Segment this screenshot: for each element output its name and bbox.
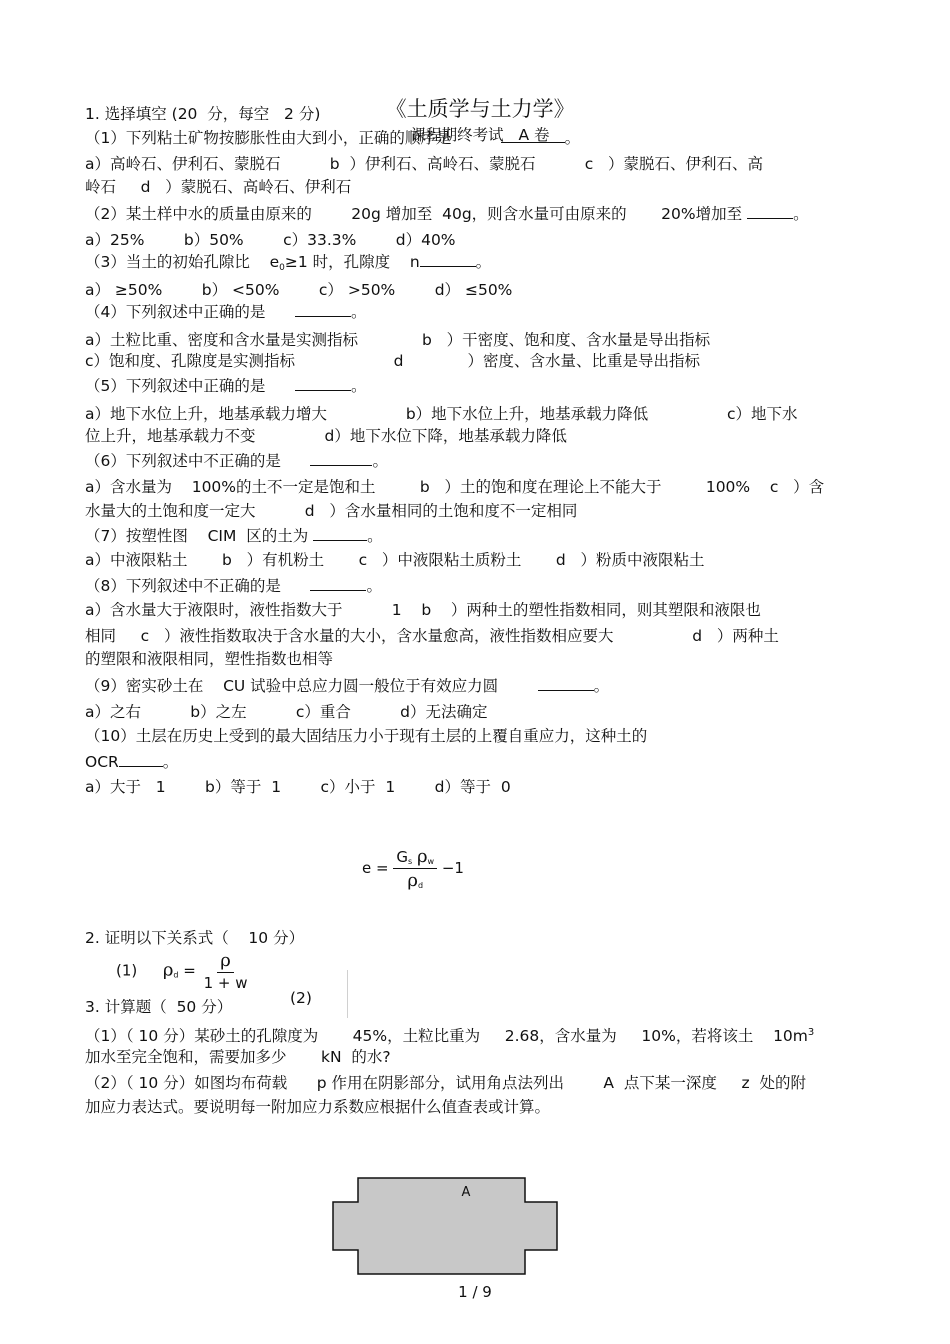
calc-q1-line2: 加水至完全饱和，需要加多少 kN 的水? — [85, 1048, 391, 1066]
void-ratio-formula — [362, 846, 464, 891]
q6-stem: （6）下列叙述中不正确的是 。 — [85, 452, 388, 470]
density-fraction: $\frac{\rho}{1 + w}$ — [203, 950, 248, 992]
point-a-label: A — [461, 1185, 471, 1200]
q4-stem: （4）下列叙述中正确的是 。 — [85, 303, 367, 321]
separator-line — [347, 970, 348, 1018]
q10-stem: （10）土层在历史上受到的最大固结压力小于现有土层的上覆自重应力，这种土的 — [85, 727, 648, 745]
answer-blank — [310, 576, 366, 591]
q3-options: a） ≥50% b） <50% c） >50% d） ≤50% — [85, 281, 513, 299]
formula-fraction — [393, 846, 437, 891]
q1-stem: （1）下列粘土矿物按膨胀性由大到小，正确的顺序是 。 — [85, 129, 581, 147]
formula-lhs: e = — [362, 859, 389, 877]
section1-heading: 1. 选择填空 (20 分，每空 2 分) — [85, 105, 321, 123]
answer-blank — [119, 752, 163, 767]
calc-q1-line1: （1）（ 10 分）某砂土的孔隙度为 45%，土粒比重为 2.68，含水量为 10%，若将该土 $10m^3$ — [85, 1027, 815, 1046]
answer-blank — [501, 128, 565, 143]
answer-blank — [295, 302, 351, 317]
q9-options: a）之右 b）之左 c）重合 d）无法确定 — [85, 703, 488, 721]
q6-options-a: a）含水量为 100%的土不一定是饱和土 b ）土的饱和度在理论上不能大于 100% c ）含 — [85, 478, 825, 496]
calc-q2-line2: 加应力表达式。要说明每一附加应力系数应根据什么值查表或计算。 — [85, 1098, 551, 1116]
formula-denominator: ρd — [407, 870, 424, 891]
section2-heading: 2. 证明以下关系式（ 10 分） — [85, 929, 305, 947]
q1-options-b: 岭石 d ）蒙脱石、高岭石、伊利石 — [85, 178, 352, 196]
item-1-label: (1) — [116, 961, 138, 980]
shaded-load-area — [333, 1178, 557, 1274]
load-area-figure — [325, 1172, 565, 1282]
q6-options-b: 水量大的土饱和度一定大 d ）含水量相同的土饱和度不一定相同 — [85, 502, 578, 520]
formula-rhs: −1 — [441, 859, 464, 877]
q10-options: a）大于 1 b）等于 1 c）小于 1 d）等于 0 — [85, 778, 511, 796]
answer-blank — [313, 526, 367, 541]
q4-options-a: a）土粒比重、密度和含水量是实测指标 b ）干密度、饱和度、含水量是导出指标 — [85, 331, 711, 349]
proof-formula-1: (1) ρd = $\frac{\rho}{1 + w}$ — [116, 950, 251, 992]
q2-stem: （2）某土样中水的质量由原来的 20g 增加至 40g，则含水量可由原来的 20%增加至 。 — [85, 205, 809, 223]
course-name: 《土质学与土力学》 — [385, 97, 575, 121]
answer-blank — [295, 376, 351, 391]
q1-options-a: a）高岭石、伊利石、蒙脱石 b ）伊利石、高岭石、蒙脱石 c ）蒙脱石、伊利石、高 — [85, 155, 764, 173]
q8-options-c: 的塑限和液限相同，塑性指数也相等 — [85, 650, 334, 668]
answer-blank — [420, 252, 476, 267]
formula-numerator: Gs ρw — [393, 846, 437, 869]
q3-stem: （3）当土的初始孔隙比 e0≥1 时，孔隙度 n 。 — [85, 253, 492, 273]
q7-stem: （7）按塑性图 CIM 区的土为 。 — [85, 527, 383, 545]
q10-stem-cont: OCR 。 — [85, 753, 179, 771]
q8-options-b: 相同 c ）液性指数取决于含水量的大小，含水量愈高，液性指数相应要大 d ）两种土 — [85, 627, 779, 645]
section3-heading: 3. 计算题（ 50 分） — [85, 998, 233, 1016]
q5-stem: （5）下列叙述中正确的是 。 — [85, 377, 367, 395]
answer-blank — [747, 204, 793, 219]
q4-options-b: c）饱和度、孔隙度是实测指标 d ）密度、含水量、比重是导出指标 — [85, 352, 700, 370]
q5-options-a: a）地下水位上升，地基承载力增大 b）地下水位上升，地基承载力降低 c）地下水 — [85, 405, 798, 423]
item-2-label: (2) — [290, 989, 312, 1007]
q9-stem: （9）密实砂土在 CU 试验中总应力圆一般位于有效应力圆 。 — [85, 677, 610, 695]
answer-blank — [538, 676, 594, 691]
q2-options: a）25% b）50% c）33.3% d）40% — [85, 231, 456, 249]
q8-stem: （8）下列叙述中不正确的是 。 — [85, 577, 382, 595]
q7-options: a）中液限粘土 b ）有机粉土 c ）中液限粘土质粉土 d ）粉质中液限粘土 — [85, 551, 705, 569]
answer-blank — [310, 451, 372, 466]
exam-subtitle: 课程期终考试 A 卷 — [410, 126, 550, 144]
calc-q2-line1: （2）（ 10 分）如图均布荷载 p 作用在阴影部分，试用角点法列出 A 点下某一深度 z 处的附 — [85, 1074, 807, 1092]
q8-options-a: a）含水量大于液限时，液性指数大于 1 b ）两种土的塑性指数相同，则其塑限和液限也 — [85, 601, 761, 619]
q5-options-b: 位上升，地基承载力不变 d）地下水位下降，地基承载力降低 — [85, 427, 567, 445]
page-number: 1 / 9 — [458, 1283, 492, 1301]
